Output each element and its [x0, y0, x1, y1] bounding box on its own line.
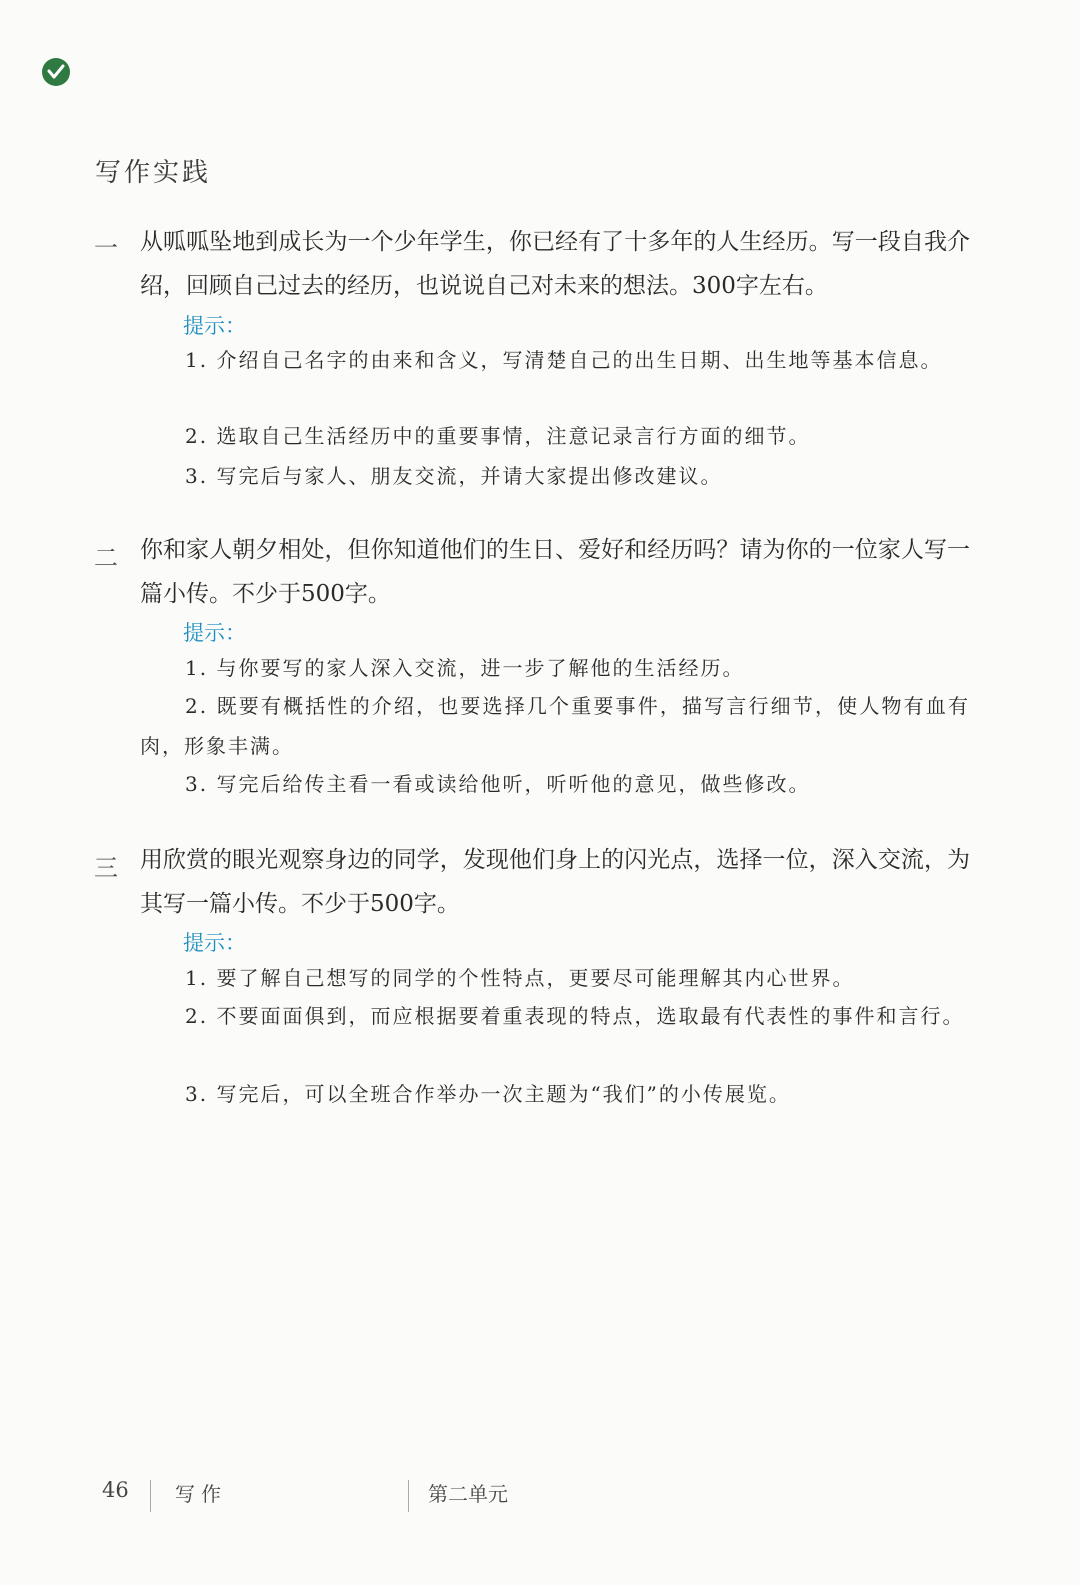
tip-item: 1. 介绍自己名字的由来和含义，写清楚自己的出生日期、出生地等基本信息。	[185, 348, 943, 372]
task-text: 你和家人朝夕相处，但你知道他们的生日、爱好和经历吗？请为你的一位家人写一篇小传。不少于500字。	[140, 537, 970, 607]
task-number: 一	[94, 234, 118, 262]
tip-item: 2. 既要有概括性的介绍，也要选择几个重要事件，描写言行细节，使人物有血有肉，形象丰满。	[140, 694, 970, 758]
tip-item: 3. 写完后与家人、朋友交流，并请大家提出修改建议。	[185, 464, 723, 488]
task-text: 从呱呱坠地到成长为一个少年学生，你已经有了十多年的人生经历。写一段自我介绍，回顾自己过去的经历，也说说自己对未来的想法。300字左右。	[140, 229, 970, 299]
tip-label: 提示：	[183, 621, 246, 645]
section-title: 写作实践	[95, 158, 212, 188]
footer-section-name: 写作	[175, 1482, 227, 1506]
footer-unit-name: 第二单元	[428, 1482, 508, 1506]
tip-item: 3. 写完后给传主看一看或读给他听，听听他的意见，做些修改。	[185, 772, 811, 796]
task-number: 三	[94, 854, 118, 882]
footer-divider	[150, 1480, 151, 1512]
task-text: 用欣赏的眼光观察身边的同学，发现他们身上的闪光点，选择一位，深入交流，为其写一篇小传。不少于500字。	[140, 847, 970, 917]
tip-item: 2. 选取自己生活经历中的重要事情，注意记录言行方面的细节。	[185, 424, 811, 448]
tip-item: 3. 写完后，可以全班合作举办一次主题为“我们”的小传展览。	[185, 1082, 791, 1106]
tip-item: 2. 不要面面俱到，而应根据要着重表现的特点，选取最有代表性的事件和言行。	[185, 1004, 965, 1028]
task-number: 二	[94, 544, 118, 572]
tip-label: 提示：	[183, 314, 246, 338]
tip-label: 提示：	[183, 931, 246, 955]
page-footer	[0, 1478, 1080, 1518]
textbook-logo-icon	[42, 58, 70, 86]
tip-item: 1. 与你要写的家人深入交流，进一步了解他的生活经历。	[185, 656, 745, 680]
page-number: 46	[102, 1478, 129, 1502]
footer-divider	[408, 1480, 409, 1512]
tip-item: 1. 要了解自己想写的同学的个性特点，更要尽可能理解其内心世界。	[185, 966, 855, 990]
